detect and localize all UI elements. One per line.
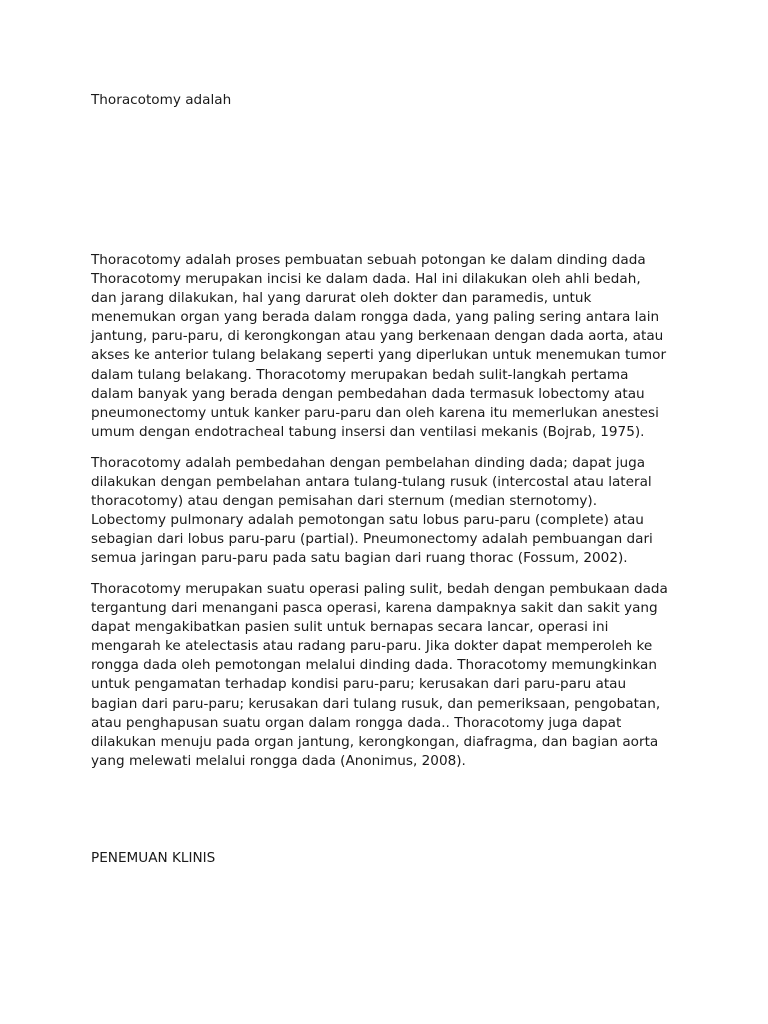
paragraph-3 [91,580,691,771]
paragraph-line: untuk pengamatan terhadap kondisi paru-paru; kerusakan dari paru-paru atau [91,676,627,693]
document-title [91,91,691,110]
paragraph-line: dalam tulang belakang. Thoracotomy merupakan bedah sulit-langkah pertama [91,366,629,383]
section-heading [91,849,691,868]
paragraph-2 [91,454,691,569]
paragraph-line: akses ke anterior tulang belakang seperti yang diperlukan untuk menemukan tumor [91,347,667,364]
paragraph-line: dan jarang dilakukan, hal yang darurat oleh dokter dan paramedis, untuk [91,290,592,307]
paragraph-line: Thoracotomy adalah pembedahan dengan pembelahan dinding dada; dapat juga [91,455,646,471]
paragraph-line: dapat mengakibatkan pasien sulit untuk bernapas secara lancar, operasi ini [91,619,609,636]
paragraph-line: Lobectomy pulmonary adalah pemotongan satu lobus paru-paru (complete) atau [91,512,644,529]
paragraph-line: yang melewati melalui rongga dada (Anonimus, 2008). [91,752,466,769]
paragraph-line: mengarah ke atelectasis atau radang paru-paru. Jika dokter dapat memperoleh ke [91,638,653,655]
paragraph-line: tergantung dari menangani pasca operasi, karena dampaknya sakit dan sakit yang [91,600,658,617]
paragraph-line: rongga dada oleh pemotongan melalui dinding dada. Thoracotomy memungkinkan [91,657,657,674]
paragraph-line: Thoracotomy merupakan suatu operasi paling sulit, bedah dengan pembukaan dada [91,581,668,597]
paragraph-line: dilakukan dengan pembelahan antara tulang-tulang rusuk (intercostal atau lateral [91,474,652,491]
paragraph-line: thoracotomy) atau dengan pemisahan dari sternum (median sternotomy). [91,493,598,510]
paragraph-line: atau penghapusan suatu organ dalam rongga dada.. Thoracotomy juga dapat [91,714,622,731]
section-heading-text: PENEMUAN KLINIS [91,850,216,866]
paragraph-line: menemukan organ yang berada dalam rongga dada, yang paling sering antara lain [91,309,660,326]
title-text: Thoracotomy adalah [91,92,232,108]
paragraph-line: dalam banyak yang berada dengan pembedahan dada termasuk lobectomy atau [91,385,645,402]
paragraph-line: Thoracotomy merupakan incisi ke dalam dada. Hal ini dilakukan oleh ahli bedah, [91,271,641,288]
paragraph-line: dilakukan menuju pada organ jantung, kerongkongan, diafragma, dan bagian aorta [91,733,659,750]
paragraph-line: sebagian dari lobus paru-paru (partial). Pneumonectomy adalah pembuangan dari [91,531,653,548]
paragraph-line: jantung, paru-paru, di kerongkongan atau yang berkenaan dengan dada aorta, atau [91,328,664,345]
paragraph-1 [91,251,691,442]
paragraph-line: umum dengan endotracheal tabung insersi dan ventilasi mekanis (Bojrab, 1975). [91,423,645,440]
paragraph-line: Thoracotomy adalah proses pembuatan sebuah potongan ke dalam dinding dada [91,252,646,268]
paragraph-line: bagian dari paru-paru; kerusakan dari tulang rusuk, dan pemeriksaan, pengobatan, [91,695,661,712]
paragraph-line: pneumonectomy untuk kanker paru-paru dan oleh karena itu memerlukan anestesi [91,404,659,421]
paragraph-line: semua jaringan paru-paru pada satu bagian dari ruang thorac (Fossum, 2002). [91,550,628,567]
